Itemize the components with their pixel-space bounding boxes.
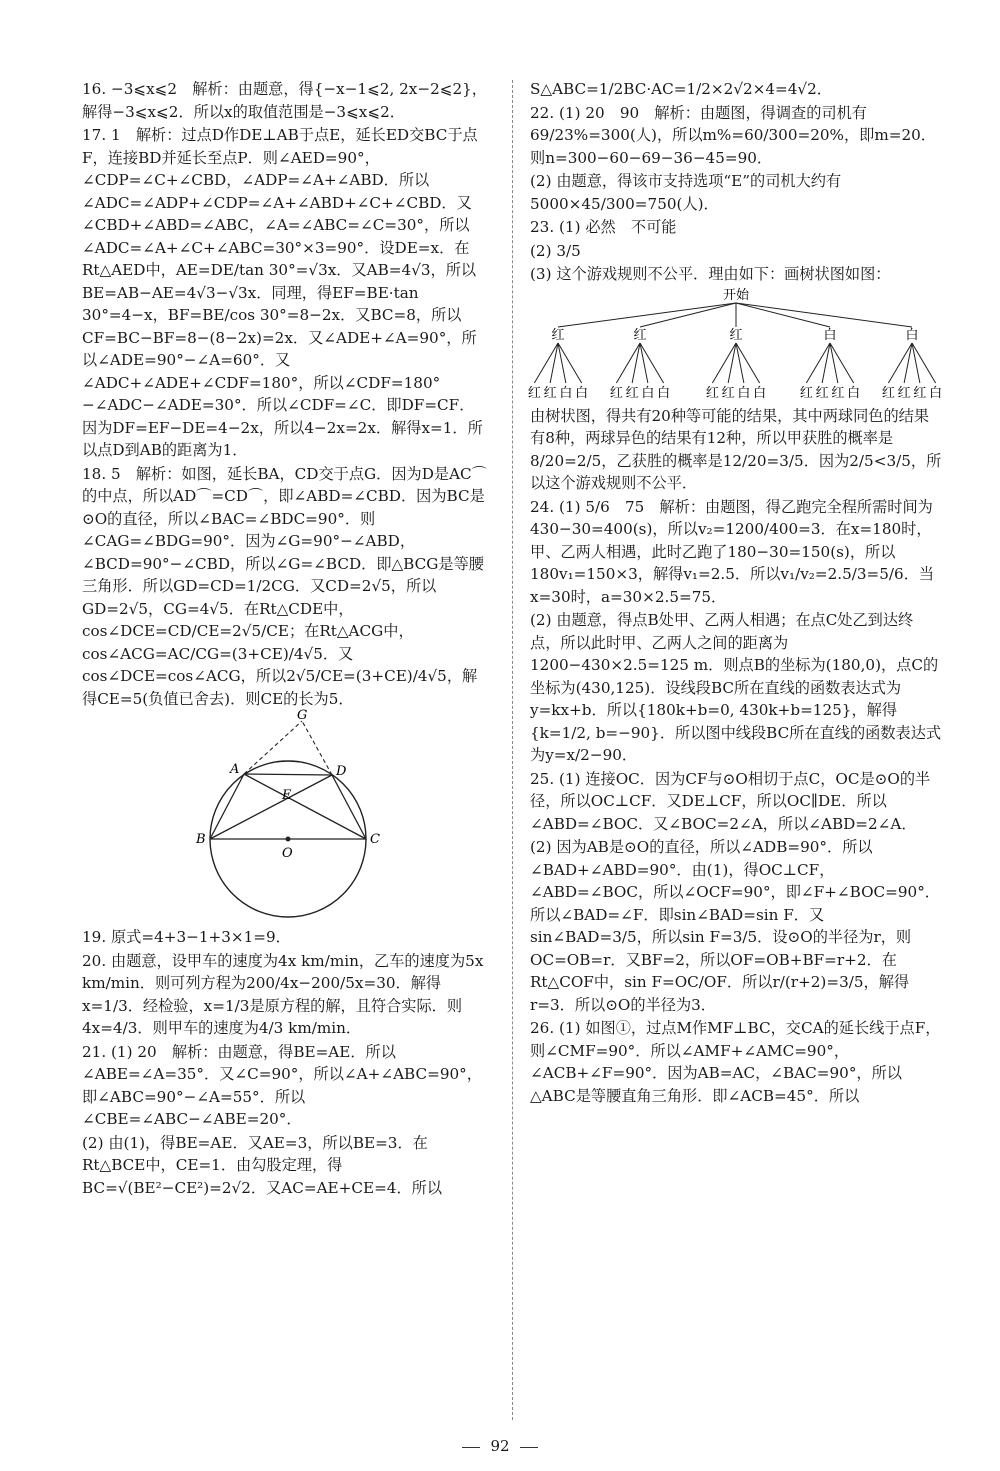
tree-node-l2: 白 (641, 385, 655, 401)
circle-geometry-figure (82, 708, 487, 926)
tree-node-l2: 红 (527, 385, 541, 401)
tree-node-l2: 红 (721, 385, 735, 401)
tree-root: 开始 (722, 287, 750, 303)
tree-node-l2: 红 (815, 385, 829, 401)
tree-node-l2: 红 (881, 385, 895, 401)
answer-25-part2: (2) 因为AB是⊙O的直径，所以∠ADB=90°．所以∠BAD+∠ABD=90°．由(1)，得OC⊥CF，∠ABD=∠BOC，所以∠OCF=90°，即∠F+∠BOC=90°．所以∠BAD=∠F．即sin∠BAD=sin F．又sin∠BAD=3/5，所以sin F=3/5．设⊙O的半径为r，则OC=OB=r．又BF=2，所以OF=OB+BF=r+2．在Rt△COF中，sin F=OC/OF．所以r/(r+2)=3/5，解得r=3．所以⊙O的半径为3． (530, 838, 940, 1014)
probability-tree-diagram (527, 287, 943, 405)
left-column (82, 78, 487, 1200)
answer-20: 20. 由题意，设甲车的速度为4x km/min，乙车的速度为5x km/min．则可列方程为200/4x−200/5x=30．解得x=1/3．经检验，x=1/3是原方程的解，且符合实际．则4x=4/3．则甲车的速度为4/3 km/min． (82, 951, 484, 1037)
label-G: G (297, 708, 308, 723)
tree-node-l2: 白 (753, 385, 767, 401)
tree-node-l1: 白 (823, 327, 837, 343)
tree-node-l2: 红 (625, 385, 639, 401)
tree-node-l2: 红 (705, 385, 719, 401)
label-A: A (230, 762, 240, 777)
answer-18: 18. 5 解析：如图，延长BA，CD交于点G．因为D是AC⌒的中点，所以AD⌒=CD⌒，即∠ABD=∠CBD．因为BC是⊙O的直径，所以∠BAC=∠BDC=90°．则∠CAG=∠BDG=90°．因为∠G=90°−∠ABD，∠BCD=90°−∠CBD，所以∠G=∠BCD．即△BCG是等腰三角形．所以GD=CD=1/2CG．又CD=2√5，所以GD=2√5，CG=4√5．在Rt△CDE中，cos∠DCE=CD/CE=2√5/CE；在Rt△ACG中，cos∠ACG=AC/CG=(3+CE)/4√5．又cos∠DCE=cos∠ACG，所以2√5/CE=(3+CE)/4√5，解得CE=5(负值已舍去)．则CE的长为5． (82, 464, 487, 708)
tree-node-l1: 红 (551, 327, 565, 343)
label-E: E (282, 788, 292, 803)
tree-node-l2: 红 (799, 385, 813, 401)
answer-24-part1: 24. (1) 5/6 75 解析：由题图，得乙跑完全程所需时间为430−30=400(s)，所以v₂=1200/400=3．在x=180时，甲、乙两人相遇，此时乙跑了180−30=150(s)，所以180v₁=150×3，解得v₁=2.5．所以v₁/v₂=2.5/3=5/6．当x=30时，a=30×2.5=75． (530, 497, 935, 606)
label-O: O (282, 846, 293, 861)
tree-node-l2: 红 (831, 385, 845, 401)
tree-node-l2: 白 (657, 385, 671, 401)
answer-21-part1: 21. (1) 20 解析：由题意，得BE=AE．所以∠ABE=∠A=35°．又∠C=90°，所以∠A+∠ABC=90°，即∠ABC=90°−∠A=55°．所以∠CBE=∠ABC−∠ABE=20°． (82, 1042, 482, 1128)
tree-branch-l1 (640, 303, 736, 327)
answer-21-continued: S△ABC=1/2BC·AC=1/2×2√2×4=4√2． (530, 80, 832, 98)
answer-23-conclusion: 由树状图，得共有20种等可能的结果，其中两球同色的结果有8种，两球异色的结果有12种，所以甲获胜的概率是8/20=2/5，乙获胜的概率是12/20=3/5．因为2/5<3/5，所以这个游戏规则不公平． (530, 406, 942, 492)
page-number-text: 92 (490, 1437, 510, 1455)
tree-node-l2: 白 (929, 385, 943, 401)
tree-branch-l1 (558, 303, 736, 327)
label-C: C (370, 832, 380, 847)
tree-node-l1: 红 (633, 327, 647, 343)
tree-node-l2: 白 (847, 385, 861, 401)
right-column (527, 78, 943, 1108)
tree-node-l2: 红 (897, 385, 911, 401)
tree-node-l2: 红 (543, 385, 557, 401)
tree-branch-l1 (736, 303, 912, 327)
tree-node-l2: 白 (575, 385, 589, 401)
tree-node-l1: 红 (729, 327, 743, 343)
answer-21-part2: (2) 由(1)，得BE=AE．又AE=3，所以BE=3．在Rt△BCE中，CE=1．由勾股定理，得BC=√(BE²−CE²)=2√2．又AC=AE+CE=4．所以 (82, 1133, 443, 1197)
tree-branch-l1 (736, 303, 830, 327)
answer-19: 19. 原式=4+3−1+3×1=9． (82, 928, 291, 946)
answer-23-part3: (3) 这个游戏规则不公平．理由如下：画树状图如图： (530, 265, 891, 283)
tree-node-l2: 白 (737, 385, 751, 401)
answer-25-part1: 25. (1) 连接OC．因为CF与⊙O相切于点C，OC是⊙O的半径，所以OC⊥CF．又DE⊥CF，所以OC∥DE．所以∠ABD=∠BOC．又∠BOC=2∠A，所以∠ABD=2∠A． (530, 769, 931, 833)
label-D: D (336, 764, 347, 779)
tree-node-l2: 白 (559, 385, 573, 401)
answer-22-part2: (2) 由题意，得该市支持选项“E”的司机大约有5000×45/300=750(人)． (530, 172, 842, 213)
answer-22-part1: 22. (1) 20 90 解析：由题图，得调查的司机有69/23%=300(人)，所以m%=60/300=20%，即m=20．则n=300−60−69−36−45=90． (530, 103, 936, 167)
answer-23-part2: (2) 3/5 (530, 241, 581, 260)
tree-node-l2: 红 (609, 385, 623, 401)
answer-24-part2: (2) 由题意，得点B处甲、乙两人相遇；在点C处乙到达终点，所以此时甲、乙两人之间的距离为1200−430×2.5=125 m．则点B的坐标为(180,0)，点C的坐标为(430,125)．设线段BC所在直线的函数表达式为y=kx+b．所以{180k+b=0, 430k+b=125}，解得{k=1/2, b=−90}．所以图中线段BC所在直线的函数表达式为y=x/2−90． (530, 611, 942, 764)
page-number (0, 1437, 1000, 1455)
answer-17: 17. 1 解析：过点D作DE⊥AB于点E，延长ED交BC于点F，连接BD并延长至点P．则∠AED=90°，∠CDP=∠C+∠CBD，∠ADP=∠A+∠ABD．所以∠ADC=∠ADP+∠CDP=∠A+∠ABD+∠C+∠CBD．又∠CBD+∠ABD=∠ABC，∠A=∠ABC=∠C=30°，所以∠ADC=∠A+∠C+∠ABC=30°×3=90°．设DE=x．在Rt△AED中，AE=DE/tan 30°=√3x．又AB=4√3，所以BE=AB−AE=4√3−√3x．同理，得EF=BE·tan 30°=4−x，BF=BE/cos 30°=8−2x．又BC=8，所以CF=BC−BF=8−(8−2x)=2x．又∠ADE+∠A=90°，所以∠ADE=90°−∠A=60°．又∠ADC+∠ADE+∠CDF=180°，所以∠CDF=180°−∠ADC−∠ADE=30°．所以∠CDF=∠C．即DF=CF．因为DF=EF−DE=4−2x，所以4−2x=2x．解得x=1．所以点D到AB的距离为1． (82, 126, 483, 459)
answer-16: 16. −3⩽x⩽2 解析：由题意，得{−x−1⩽2, 2x−2⩽2}，解得−3⩽x⩽2．所以x的取值范围是−3⩽x⩽2． (82, 80, 487, 121)
column-divider (512, 80, 513, 1420)
answer-26-part1: 26. (1) 如图①，过点M作MF⊥BC，交CA的延长线于点F，则∠CMF=90°．所以∠AMF+∠AMC=90°，∠ACB+∠F=90°．因为AB=AC，∠BAC=90°，所以△ABC是等腰直角三角形．即∠ACB=45°．所以 (530, 1019, 941, 1105)
answer-23-part1: 23. (1) 必然 不可能 (530, 218, 677, 236)
label-B: B (196, 832, 206, 847)
tree-node-l1: 白 (905, 327, 919, 343)
tree-node-l2: 红 (913, 385, 927, 401)
